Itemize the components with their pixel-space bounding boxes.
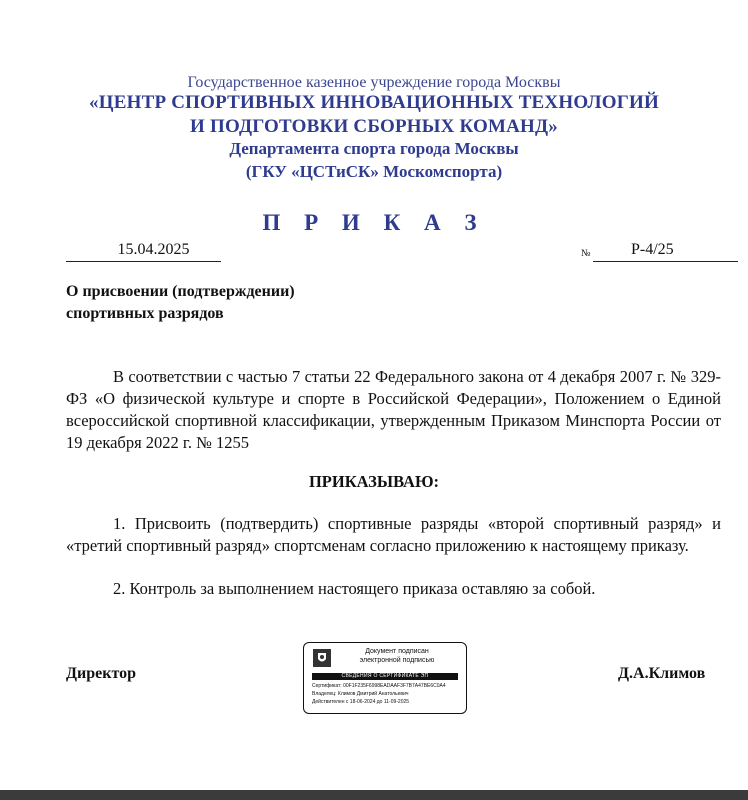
stamp-owner: Владелец: Климов Дмитрий Анатольевич: [312, 691, 409, 697]
order-item-2: 2. Контроль за выполнением настоящего приказа оставляю за собой.: [113, 579, 596, 598]
order-date-field: [66, 241, 221, 262]
order-directive-heading: ПРИКАЗЫВАЮ:: [308, 472, 440, 491]
header-organization-type: Государственное казенное учреждение города Москвы: [187, 74, 561, 91]
subject-line2: спортивных разрядов: [66, 305, 224, 322]
header-department: Департамента спорта города Москвы: [229, 139, 519, 158]
header-organization-name-line1: «ЦЕНТР СПОРТИВНЫХ ИННОВАЦИОННЫХ ТЕХНОЛОГИЙ: [89, 92, 659, 113]
stamp-line1: Документ подписан: [365, 648, 429, 655]
viewer-bottom-bar: [0, 790, 748, 800]
order-subject: [66, 281, 295, 325]
electronic-signature-stamp: [303, 642, 467, 714]
moscow-emblem-icon: [313, 649, 331, 667]
order-number-field: [593, 241, 738, 262]
subject-line1: О присвоении (подтверждении): [66, 283, 295, 300]
stamp-line2: электронной подписью: [359, 657, 435, 664]
preamble-paragraph: В соответствии с частью 7 статьи 22 Федерального закона от 4 декабря 2007 г. № 329-ФЗ «О физической культуре и спорте в Российской Федерации», Положением о Единой всероссийской спортивной классификации, утвержденным Приказом Минспорта России от 19 декабря 2022 г. № 1255: [66, 367, 721, 452]
order-title: П Р И К А З: [262, 210, 486, 235]
header-abbreviation: (ГКУ «ЦСТиСК» Москомспорта): [245, 162, 503, 181]
header-organization-name-line2: И ПОДГОТОВКИ СБОРНЫХ КОМАНД»: [190, 116, 558, 137]
stamp-validity: Действителен с 18-06-2024 до 11-09-2025: [312, 699, 410, 705]
order-item-1: 1. Присвоить (подтвердить) спортивные разряды «второй спортивный разряд» и «третий спортивный разряд» спортсменам согласно приложению к настоящему приказу.: [66, 514, 721, 555]
number-sign: №: [581, 248, 591, 259]
signer-position: Директор: [66, 665, 136, 682]
stamp-certificate-band: СВЕДЕНИЯ О СЕРТИФИКАТЕ ЭП: [312, 673, 458, 680]
stamp-certificate: Сертификат: 00F1F235F6998EADAAF3F7B7A47BE6C0A4: [312, 683, 446, 689]
order-number: Р-4/25: [631, 241, 674, 258]
signer-name: Д.А.Климов: [618, 665, 706, 682]
order-date: 15.04.2025: [117, 241, 190, 258]
